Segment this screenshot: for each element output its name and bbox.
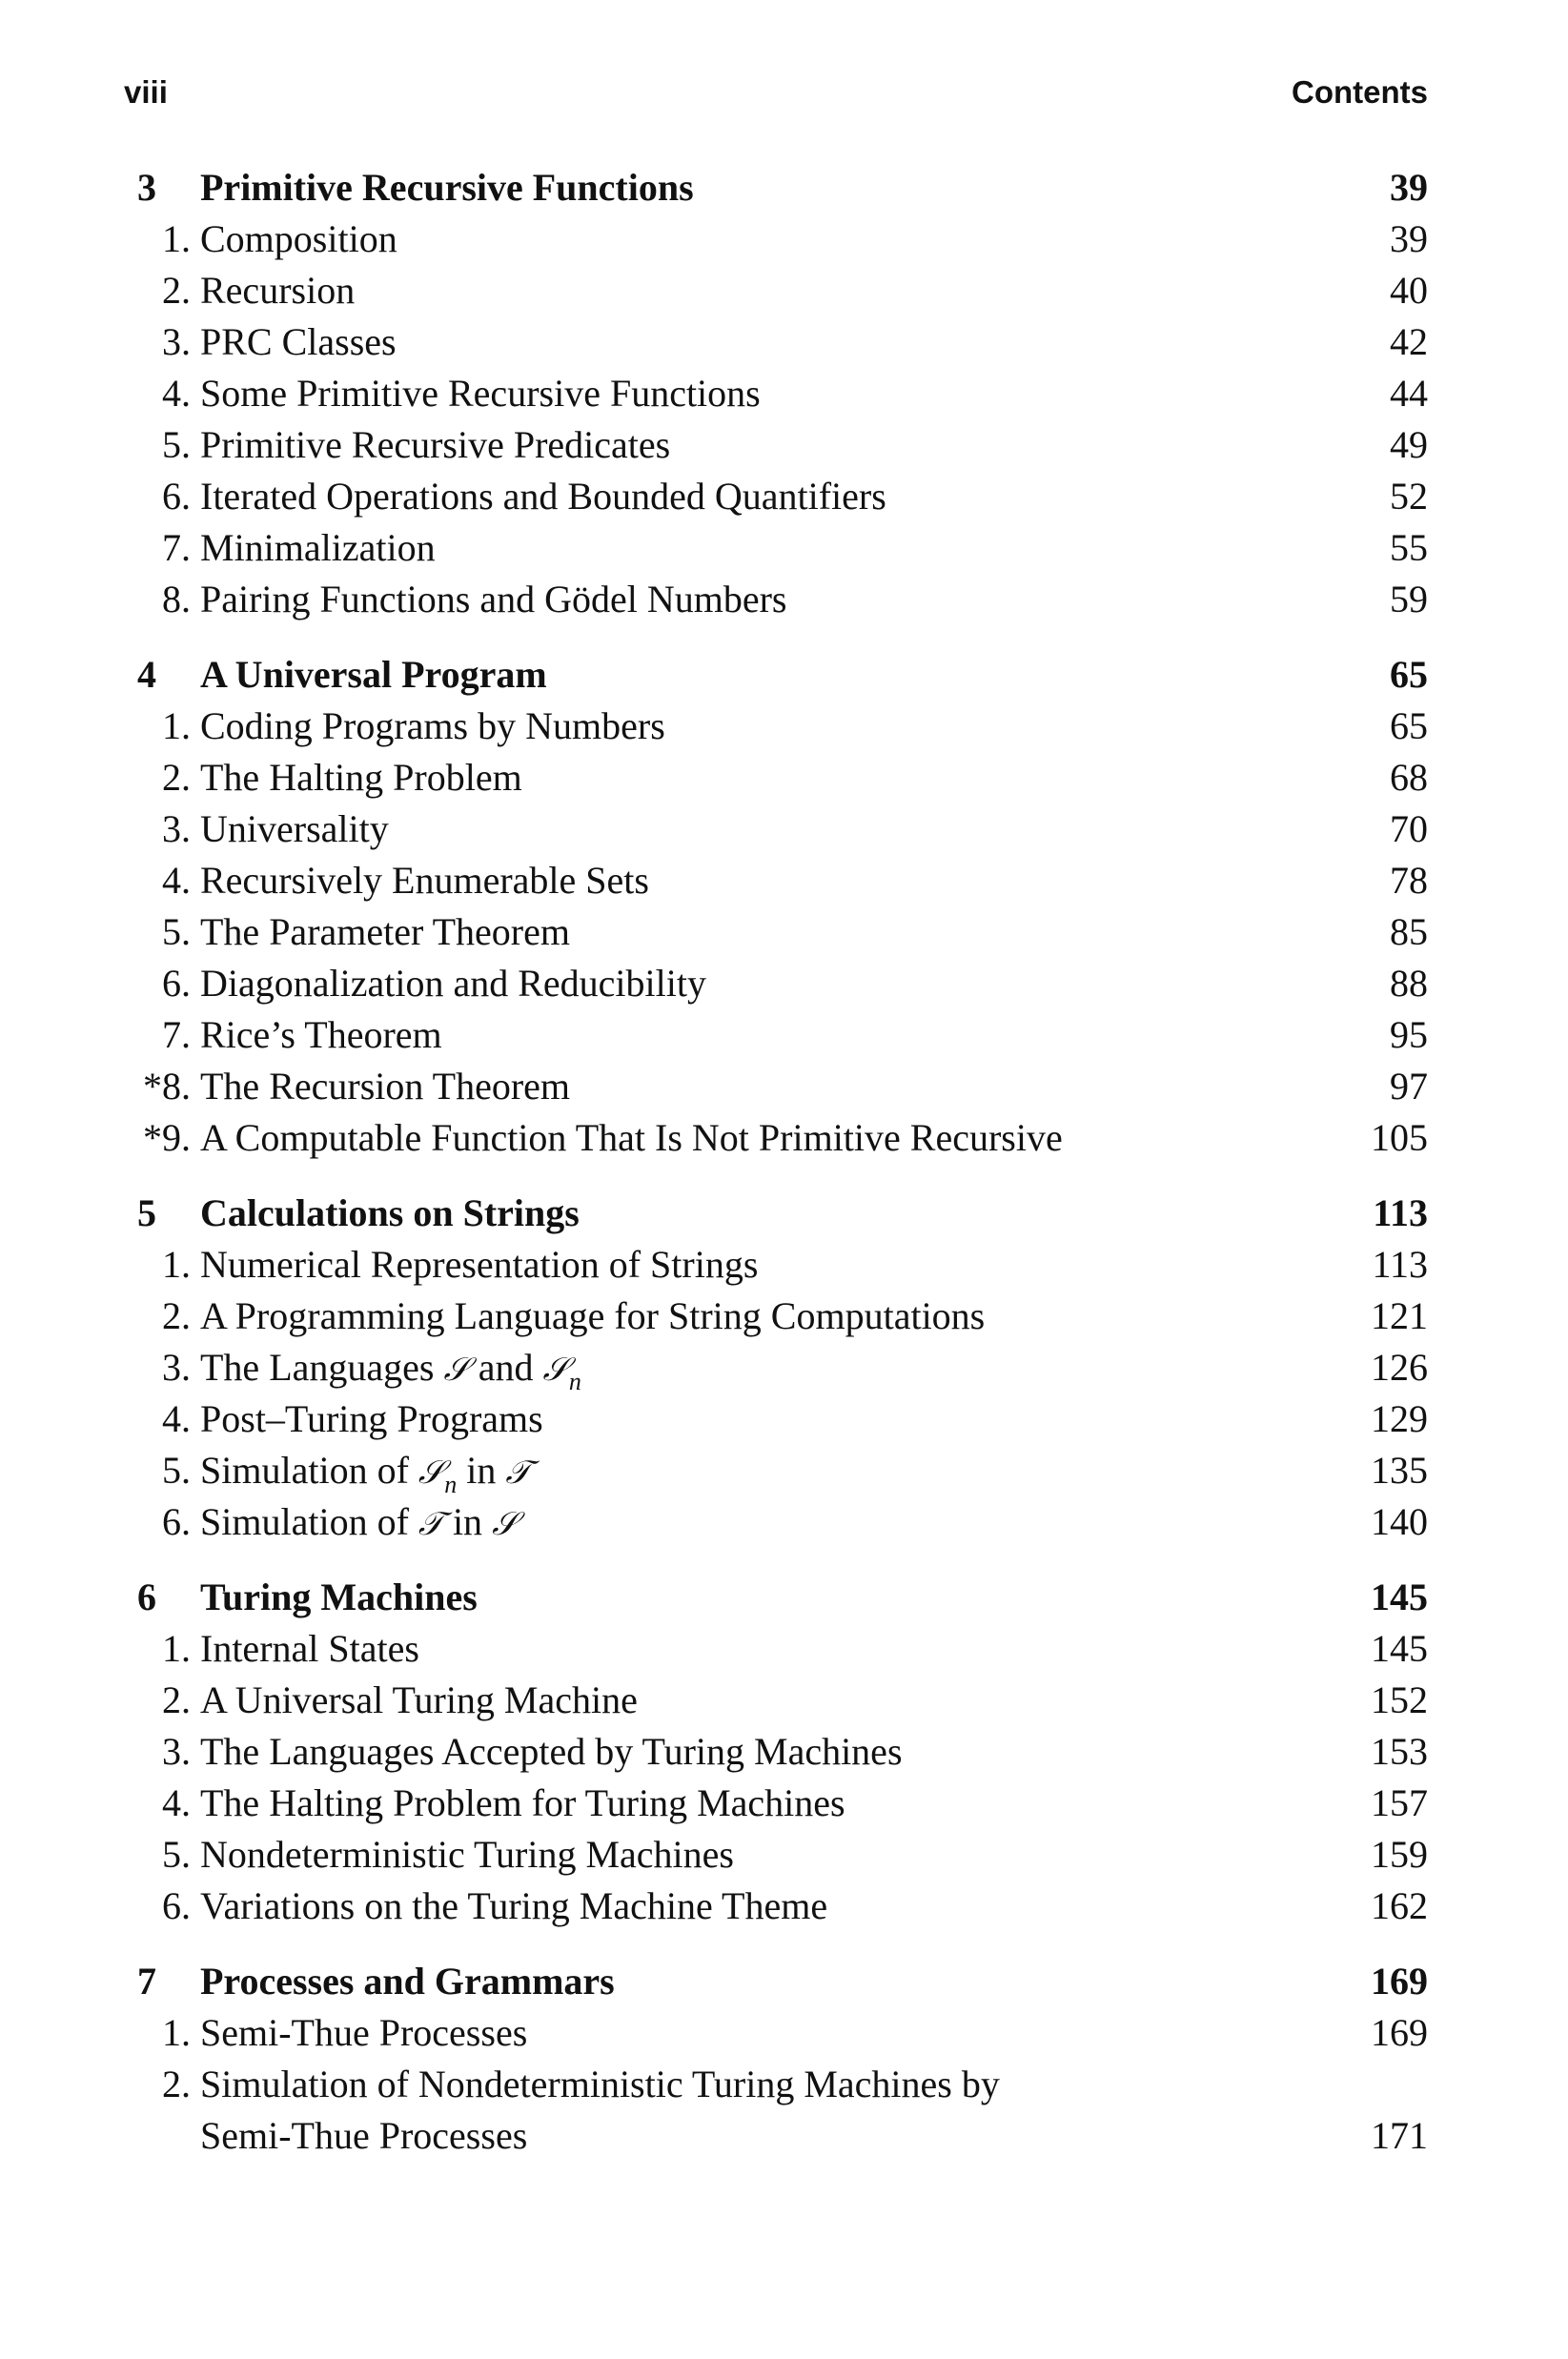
title-text: in xyxy=(457,1449,506,1492)
section-number: 1. xyxy=(162,217,191,260)
section-page: 169 xyxy=(1371,2011,1428,2054)
toc-entry[interactable] xyxy=(124,855,1428,906)
chapter-7 xyxy=(124,1956,1428,2162)
chapter-page: 65 xyxy=(1390,653,1428,696)
toc-entry[interactable] xyxy=(124,752,1428,803)
section-page: 40 xyxy=(1390,269,1428,312)
section-page: 126 xyxy=(1371,1346,1428,1389)
section-page: 97 xyxy=(1390,1065,1428,1108)
toc-entry-continuation[interactable] xyxy=(124,2110,1428,2162)
toc-entry[interactable] xyxy=(124,1393,1428,1445)
subscript-n: n xyxy=(568,1368,581,1395)
section-title: Coding Programs by Numbers xyxy=(200,704,665,747)
section-title xyxy=(200,1445,1313,1501)
chapter-number: 3 xyxy=(137,166,156,209)
section-title xyxy=(200,1496,1313,1550)
section-title: The Halting Problem for Turing Machines xyxy=(200,1781,845,1824)
chapter-title: A Universal Program xyxy=(200,653,547,696)
section-title: Numerical Representation of Strings xyxy=(200,1243,759,1286)
toc-entry[interactable] xyxy=(124,1445,1428,1496)
section-number: 8. xyxy=(162,578,191,620)
section-page: 135 xyxy=(1371,1449,1428,1492)
section-title: Composition xyxy=(200,217,397,260)
section-page: 78 xyxy=(1390,859,1428,902)
toc-entry[interactable] xyxy=(124,1009,1428,1061)
toc-entry[interactable] xyxy=(124,1829,1428,1881)
section-number: 2. xyxy=(162,1294,191,1337)
section-title: A Computable Function That Is Not Primitive Recursive xyxy=(200,1116,1063,1159)
toc-entry[interactable] xyxy=(124,522,1428,574)
title-text: Simulation of xyxy=(200,1500,418,1543)
toc-entry[interactable] xyxy=(124,803,1428,855)
section-title: Rice’s Theorem xyxy=(200,1013,442,1056)
section-page: 157 xyxy=(1371,1781,1428,1824)
toc-entry[interactable] xyxy=(124,1239,1428,1291)
chapter-number: 6 xyxy=(137,1576,156,1618)
section-page: 153 xyxy=(1371,1730,1428,1773)
chapter-page: 39 xyxy=(1390,166,1428,209)
section-number: 5. xyxy=(162,1449,191,1492)
chapter-title: Primitive Recursive Functions xyxy=(200,166,694,209)
section-title: Post–Turing Programs xyxy=(200,1397,543,1440)
toc-entry[interactable] xyxy=(124,1291,1428,1342)
chapter-number: 4 xyxy=(137,653,156,696)
section-number: 3. xyxy=(162,320,191,363)
section-number: 3. xyxy=(162,807,191,850)
chapter-heading[interactable] xyxy=(124,1188,1428,1239)
chapter-title: Calculations on Strings xyxy=(200,1191,580,1234)
chapter-heading[interactable] xyxy=(124,1572,1428,1623)
section-title-continued: Semi-Thue Processes xyxy=(200,2114,528,2157)
toc-entry[interactable] xyxy=(124,368,1428,419)
toc-entry[interactable] xyxy=(124,1496,1428,1548)
section-page: 52 xyxy=(1390,475,1428,518)
section-title: Diagonalization and Reducibility xyxy=(200,962,706,1005)
chapter-heading[interactable] xyxy=(124,162,1428,214)
title-text: Simulation of xyxy=(200,1449,418,1492)
section-title xyxy=(200,1342,1313,1398)
section-page: 152 xyxy=(1371,1678,1428,1721)
section-page: 65 xyxy=(1390,704,1428,747)
chapter-3 xyxy=(124,162,1428,625)
section-title: Pairing Functions and Gödel Numbers xyxy=(200,578,787,620)
toc-entry[interactable] xyxy=(124,1726,1428,1778)
chapter-4 xyxy=(124,649,1428,1164)
section-number: 1. xyxy=(162,704,191,747)
section-number: 1. xyxy=(162,1243,191,1286)
table-of-contents xyxy=(124,162,1428,2186)
section-page: 140 xyxy=(1371,1500,1428,1543)
section-title: Nondeterministic Turing Machines xyxy=(200,1833,734,1876)
section-page: 105 xyxy=(1371,1116,1428,1159)
toc-entry[interactable] xyxy=(124,471,1428,522)
script-s-symbol: 𝒮 xyxy=(492,1505,518,1543)
script-s-symbol: 𝒮 xyxy=(417,1454,444,1492)
section-number: 3. xyxy=(162,1346,191,1389)
toc-entry[interactable] xyxy=(124,1342,1428,1393)
section-number: 4. xyxy=(162,859,191,902)
section-page: 49 xyxy=(1390,423,1428,466)
toc-entry[interactable] xyxy=(124,958,1428,1009)
chapter-page: 113 xyxy=(1373,1191,1428,1234)
section-title: Iterated Operations and Bounded Quantifiers xyxy=(200,475,886,518)
section-number: 6. xyxy=(162,475,191,518)
chapter-title: Processes and Grammars xyxy=(200,1960,615,2003)
toc-entry[interactable] xyxy=(124,906,1428,958)
section-number: 4. xyxy=(162,1781,191,1824)
section-page: 70 xyxy=(1390,807,1428,850)
section-number: 6. xyxy=(162,1500,191,1543)
section-number: 5. xyxy=(162,1833,191,1876)
toc-entry[interactable] xyxy=(124,419,1428,471)
toc-entry[interactable] xyxy=(124,574,1428,625)
title-text: and xyxy=(468,1346,543,1389)
toc-entry[interactable] xyxy=(124,2007,1428,2059)
section-page: 113 xyxy=(1372,1243,1428,1286)
section-title: The Halting Problem xyxy=(200,756,522,799)
toc-entry[interactable] xyxy=(124,1881,1428,1932)
section-page: 159 xyxy=(1371,1833,1428,1876)
section-number: 1. xyxy=(162,1627,191,1670)
section-title: A Universal Turing Machine xyxy=(200,1678,638,1721)
section-title: Recursively Enumerable Sets xyxy=(200,859,649,902)
section-page: 39 xyxy=(1390,217,1428,260)
script-t-symbol: 𝒯 xyxy=(505,1454,531,1492)
section-title: Variations on the Turing Machine Theme xyxy=(200,1884,828,1927)
chapter-page: 145 xyxy=(1371,1576,1428,1618)
section-title: Some Primitive Recursive Functions xyxy=(200,372,761,415)
chapter-5 xyxy=(124,1188,1428,1548)
section-title: Internal States xyxy=(200,1627,419,1670)
toc-entry[interactable] xyxy=(124,1623,1428,1675)
section-page: 171 xyxy=(1371,2114,1428,2157)
subscript-n: n xyxy=(444,1471,458,1498)
section-number: 4. xyxy=(162,372,191,415)
script-t-symbol: 𝒯 xyxy=(417,1505,443,1543)
section-number: 7. xyxy=(162,1013,191,1056)
title-text: in xyxy=(442,1500,493,1543)
section-number: 2. xyxy=(162,1678,191,1721)
section-number: 5. xyxy=(162,910,191,953)
section-page: 68 xyxy=(1390,756,1428,799)
section-page: 42 xyxy=(1390,320,1428,363)
section-page: 44 xyxy=(1390,372,1428,415)
chapter-title: Turing Machines xyxy=(200,1576,478,1618)
chapter-number: 5 xyxy=(137,1191,156,1234)
chapter-page: 169 xyxy=(1371,1960,1428,2003)
section-number: 2. xyxy=(162,269,191,312)
title-text: The Languages xyxy=(200,1346,444,1389)
toc-entry[interactable] xyxy=(124,1778,1428,1829)
page-number: viii xyxy=(124,74,168,110)
toc-entry[interactable] xyxy=(124,701,1428,752)
section-number: *8. xyxy=(143,1065,191,1108)
section-title: The Recursion Theorem xyxy=(200,1065,571,1108)
section-title: PRC Classes xyxy=(200,320,397,363)
section-title: Primitive Recursive Predicates xyxy=(200,423,671,466)
section-number: 7. xyxy=(162,526,191,569)
section-number: 5. xyxy=(162,423,191,466)
section-number: 1. xyxy=(162,2011,191,2054)
section-page: 59 xyxy=(1390,578,1428,620)
section-page: 55 xyxy=(1390,526,1428,569)
section-number: 2. xyxy=(162,756,191,799)
chapter-6 xyxy=(124,1572,1428,1932)
section-title: The Parameter Theorem xyxy=(200,910,570,953)
section-number: 4. xyxy=(162,1397,191,1440)
section-number: 2. xyxy=(162,2063,191,2105)
toc-entry[interactable] xyxy=(124,316,1428,368)
script-s-symbol: 𝒮 xyxy=(443,1351,469,1389)
section-page: 162 xyxy=(1371,1884,1428,1927)
toc-entry[interactable] xyxy=(124,214,1428,265)
section-page: 95 xyxy=(1390,1013,1428,1056)
section-page: 121 xyxy=(1371,1294,1428,1337)
chapter-number: 7 xyxy=(137,1960,156,2003)
section-number: 3. xyxy=(162,1730,191,1773)
section-title: Universality xyxy=(200,807,389,850)
toc-entry[interactable] xyxy=(124,2059,1428,2110)
script-s-symbol: 𝒮 xyxy=(542,1351,568,1389)
section-title: Recursion xyxy=(200,269,356,312)
section-number: *9. xyxy=(143,1116,191,1159)
section-page: 145 xyxy=(1371,1627,1428,1670)
toc-entry[interactable] xyxy=(124,1112,1428,1164)
section-number: 6. xyxy=(162,962,191,1005)
toc-entry[interactable] xyxy=(124,265,1428,316)
section-number: 6. xyxy=(162,1884,191,1927)
section-title: A Programming Language for String Computations xyxy=(200,1294,986,1337)
toc-entry[interactable] xyxy=(124,1675,1428,1726)
chapter-heading[interactable] xyxy=(124,649,1428,701)
section-title: Minimalization xyxy=(200,526,436,569)
section-page: 88 xyxy=(1390,962,1428,1005)
section-page: 129 xyxy=(1371,1397,1428,1440)
chapter-heading[interactable] xyxy=(124,1956,1428,2007)
section-title: The Languages Accepted by Turing Machines xyxy=(200,1730,903,1773)
running-head xyxy=(124,74,1428,122)
section-title: Semi-Thue Processes xyxy=(200,2011,528,2054)
running-title: Contents xyxy=(1292,74,1428,110)
section-page: 85 xyxy=(1390,910,1428,953)
section-title: Simulation of Nondeterministic Turing Machines by xyxy=(200,2063,1000,2105)
toc-entry[interactable] xyxy=(124,1061,1428,1112)
